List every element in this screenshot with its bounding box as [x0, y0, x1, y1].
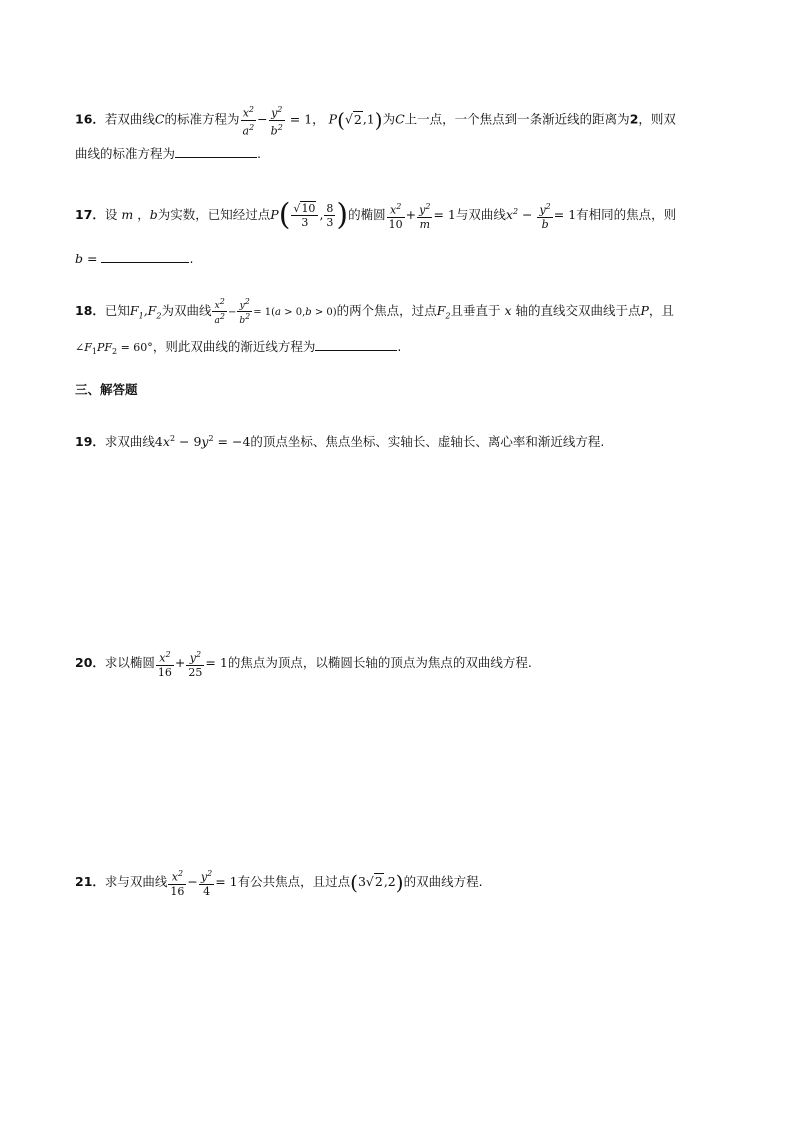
fraction-y2-4: $\frac{y^2}{4}$ [200, 869, 213, 898]
q16-distance-value: 2 [629, 111, 639, 127]
math-hyperbola-19: $4x^2 - 9y^2 = -4$ [154, 434, 251, 450]
question-17-line-1: 17．设 m ，b为实数，已知经过点P( $\frac{√10}{3}$ , $\frac{8}{3}$ )的椭圆 $\frac{x^2}{10}$ + $\frac{y^2}{m}$ = 1与双曲线$x^2$ − $\frac{y^2}{b}$ = 1有相同的焦点，则 [75, 197, 677, 233]
question-19-number: 19． [75, 434, 105, 450]
section-heading: 三、解答题 [75, 382, 138, 397]
q21-text-2: 有公共焦点，且过点 [237, 873, 351, 889]
q17-text-3: 为实数，已知经过点 [157, 207, 271, 223]
fraction-8-3: $\frac{8}{3}$ [326, 202, 334, 230]
fraction-sqrt10-3: $\frac{√10}{3}$ [291, 202, 318, 229]
q18-text-4: 且垂直于 [450, 303, 501, 318]
q20-text-2: 的焦点为顶点，以椭圆长轴的顶点为焦点的双曲线方程. [227, 654, 532, 670]
fraction-y2-25: $\frac{y^2}{25}$ [188, 650, 203, 679]
answer-blank-18[interactable] [315, 337, 397, 351]
q18-text-3: 的两个焦点，过点 [336, 303, 437, 318]
q18-text-5: 轴的直线交双曲线于点 [515, 303, 641, 318]
math-point-p17: P [270, 207, 279, 223]
math-point-p: P [328, 111, 338, 127]
fraction-x2-16-21: $\frac{x^2}{16}$ [170, 869, 185, 898]
q17-text-2: ， [137, 207, 150, 223]
q16-text-5: 上一点，一个焦点到一条渐近线的距离为 [404, 111, 630, 127]
question-18-line-1: 18．已知$F_1,F_2$为双曲线 $\frac{x^2}{a^2}$ − $\frac{y^2}{b^2}$ = 1(a > 0,b > 0)的两个焦点，过点$F_2$且垂直于 x 轴的直线交双曲线于点P，且 [75, 297, 674, 326]
fraction-x2-10: $\frac{x^2}{10}$ [388, 202, 403, 231]
q18-text-1: 已知 [104, 303, 130, 318]
q16-text-7: ，则双 [638, 111, 676, 127]
fraction-x2-a2: $\frac{x^2}{a^2}$ [242, 105, 255, 138]
question-18-number: 18． [75, 303, 105, 318]
q21-text-1: 求与双曲线 [104, 873, 168, 889]
fraction-x2-16: $\frac{x^2}{16}$ [157, 650, 172, 679]
question-17-number: 17． [75, 207, 105, 223]
question-21: 21．求与双曲线 $\frac{x^2}{16}$ − $\frac{y^2}{4}$ = 1有公共焦点，且过点(3√2,2)的双曲线方程. [75, 869, 483, 898]
q17-text-6: 有相同的焦点，则 [576, 207, 677, 223]
angle-f1pf2: $\angle F_1PF_2 = 60^\circ$ [75, 341, 153, 357]
question-16-line-2 [75, 142, 261, 166]
q17-text-7: . [189, 251, 194, 266]
q21-text-3: 的双曲线方程. [403, 873, 483, 889]
q17-text-4: 的椭圆 [348, 207, 386, 223]
q18-text-7: ，则此双曲线的渐近线方程为 [152, 339, 316, 354]
q17-text-5: 与双曲线 [455, 207, 506, 223]
q16-text-9: . [257, 146, 261, 161]
math-point-3sqrt2-2: 3√2,2 [357, 873, 396, 889]
question-19 [75, 427, 604, 454]
q17-text-1: 设 [104, 207, 118, 223]
answer-blank-16[interactable] [175, 144, 257, 158]
fraction-y2-b: $\frac{y^2}{b}$ [539, 202, 551, 231]
q19-text-2: 的顶点坐标、焦点坐标、实轴长、虚轴长、离心率和渐近线方程. [250, 434, 605, 450]
question-16-number: 16． [75, 111, 105, 127]
fraction-y2-b2: $\frac{y^2}{b^2}$ [270, 105, 283, 138]
q20-text-1: 求以椭圆 [104, 654, 155, 670]
question-20: 20．求以椭圆 $\frac{x^2}{16}$ + $\frac{y^2}{25}$ = 1的焦点为顶点，以椭圆长轴的顶点为焦点的双曲线方程. [75, 650, 532, 679]
answer-blank-17[interactable] [101, 249, 189, 263]
q16-text-2: 的标准方程为 [164, 111, 240, 127]
question-17-line-2: b = . [75, 251, 194, 266]
fraction-x2-a2-18: $\frac{x^2}{a^2}$ [214, 297, 225, 326]
math-sqrt2-1: √2,1 [344, 111, 375, 127]
question-18-line-2 [75, 335, 401, 364]
fraction-y2-b2-18: $\frac{y^2}{b^2}$ [239, 297, 251, 326]
question-20-number: 20． [75, 654, 105, 670]
q19-text-1: 求双曲线 [104, 434, 155, 450]
q18-text-8: . [397, 339, 402, 354]
q16-text-1: 若双曲线 [104, 111, 155, 127]
question-16-line-1: 16．若双曲线C的标准方程为 $\frac{x^2}{a^2}$ − $\frac{y^2}{b^2}$ = 1， P(√2,1)为C上一点，一个焦点到一条渐近线的距离为2，则双 [75, 105, 676, 138]
q16-text-8: 曲线的标准方程为 [75, 146, 176, 161]
q18-text-2: 为双曲线 [161, 303, 212, 318]
question-21-number: 21． [75, 873, 105, 889]
q16-text-4: 为 [382, 111, 396, 127]
math-c: C [154, 111, 165, 127]
q18-text-6: ，且 [648, 303, 674, 318]
q16-text-3: ， [312, 111, 325, 127]
fraction-y2-m: $\frac{y^2}{m}$ [419, 202, 431, 231]
